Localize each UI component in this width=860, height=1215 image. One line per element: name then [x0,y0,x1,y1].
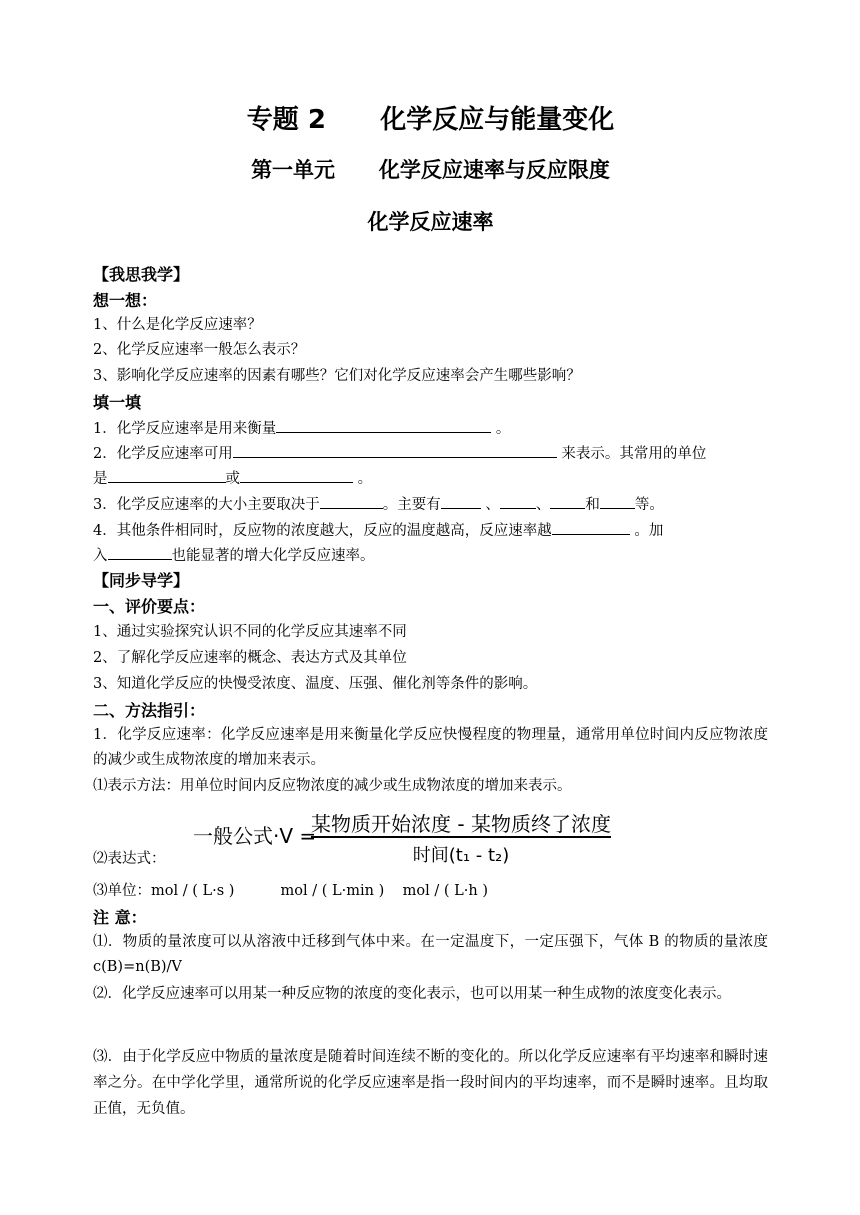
fill-text: 是 [93,471,108,487]
fill-text: 。主要有 [382,497,441,513]
fill-text: 。加 [629,523,664,539]
lesson-title: 化学反应速率 [367,210,494,234]
fill-text: 入 [93,548,108,564]
answer-blank[interactable] [552,518,630,535]
eval-point-2: 2、了解化学反应速率的概念、表达方式及其单位 [93,650,407,666]
think-question-3: 3、影响化学反应速率的因素有哪些？它们对化学反应速率会产生哪些影响？ [93,368,581,384]
fraction-bar [311,836,611,838]
think-question-1: 1、什么是化学反应速率？ [93,317,262,333]
note-2: ⑵．化学反应速率可以用某一种反应物的浓度的变化表示，也可以用某一种生成物的浓度变化表示。 [93,986,731,1002]
fill-text: 。 [491,421,511,437]
method-representation: ⑴表示方法：用单位时间内反应物浓度的减少或生成物浓度的增加来表示。 [93,778,572,794]
formula-lhs: 一般公式·V = [193,824,317,848]
note-3: ⑶．由于化学反应中物质的量浓度是随着时间连续不断的变化的。所以化学反应速率有平均速率和瞬时速率之分。在中学化学里，通常所说的化学反应速率是指一段时间内的平均速率，而不是瞬时速率。且均取正值，无负值。 [93,1049,768,1117]
fill-text: 。 [353,471,373,487]
answer-blank[interactable] [550,492,585,509]
answer-blank[interactable] [108,466,226,483]
notes-heading: 注 意： [93,908,147,927]
fill-text: 1．化学反应速率是用来衡量 [93,421,277,437]
formula-denominator: 时间(t₁ - t₂) [412,845,510,866]
fill-text: 和 [585,497,600,513]
fill-text: 或 [225,471,240,487]
unit-title: 第一单元 化学反应速率与反应限度 [251,158,610,182]
fill-text: 、 [480,497,500,513]
fill-text: 来表示。其常用的单位 [556,446,707,462]
rate-formula [193,808,611,866]
fill-heading: 填一填 [93,393,142,412]
fill-item-3 [93,492,768,518]
answer-blank[interactable] [108,543,172,560]
topic-title: 专题 2 化学反应与能量变化 [246,105,615,135]
expression-label: ⑵表达式： [93,851,166,867]
eval-point-3: 3、知道化学反应的快慢受浓度、温度、压强、催化剂等条件的影响。 [93,676,538,692]
eval-heading: 一、评价要点： [93,597,206,616]
answer-blank[interactable] [240,466,353,483]
answer-blank[interactable] [600,492,635,509]
answer-blank[interactable] [233,441,557,458]
think-heading: 想一想： [93,291,158,310]
answer-blank[interactable] [500,492,536,509]
answer-blank[interactable] [320,492,383,509]
fill-item-1 [93,416,768,442]
formula-numerator: 某物质开始浓度 - 某物质终了浓度 [311,812,611,836]
fill-text: 2．化学反应速率可用 [93,446,233,462]
method-heading: 二、方法指引： [93,701,206,720]
eval-point-1: 1、通过实验探究认识不同的化学反应其速率不同 [93,624,407,640]
fill-text: 、 [535,497,551,513]
units-line: ⑶单位：mol / ( L·s ) mol / ( L·min ) mol / ( L·h ) [93,883,489,899]
answer-blank[interactable] [441,492,481,509]
fill-text: 等。 [634,497,664,513]
section-think: 【我思我学】 [93,265,190,284]
fill-item-4-cont [93,543,768,569]
fill-text: 3．化学反应速率的大小主要取决于 [93,497,320,513]
fill-item-4 [93,518,768,544]
fill-item-2 [93,441,768,467]
answer-blank[interactable] [276,416,491,433]
fill-text: 也能显著的增大化学反应速率。 [171,548,375,564]
method-definition: 1．化学反应速率：化学反应速率是用来衡量化学反应快慢程度的物理量，通常用单位时间内反应物浓度的减少或生成物浓度的增加来表示。 [93,727,768,768]
think-question-2: 2、化学反应速率一般怎么表示？ [93,342,306,358]
section-guide: 【同步导学】 [93,571,190,590]
fill-item-2-cont [93,466,768,492]
note-1: ⑴．物质的量浓度可以从溶液中迁移到气体中来。在一定温度下，一定压强下，气体 B 的物质的量浓度 c(B)=n(B)/V [93,934,768,975]
fill-text: 4．其他条件相同时，反应物的浓度越大，反应的温度越高，反应速率越 [93,523,552,539]
